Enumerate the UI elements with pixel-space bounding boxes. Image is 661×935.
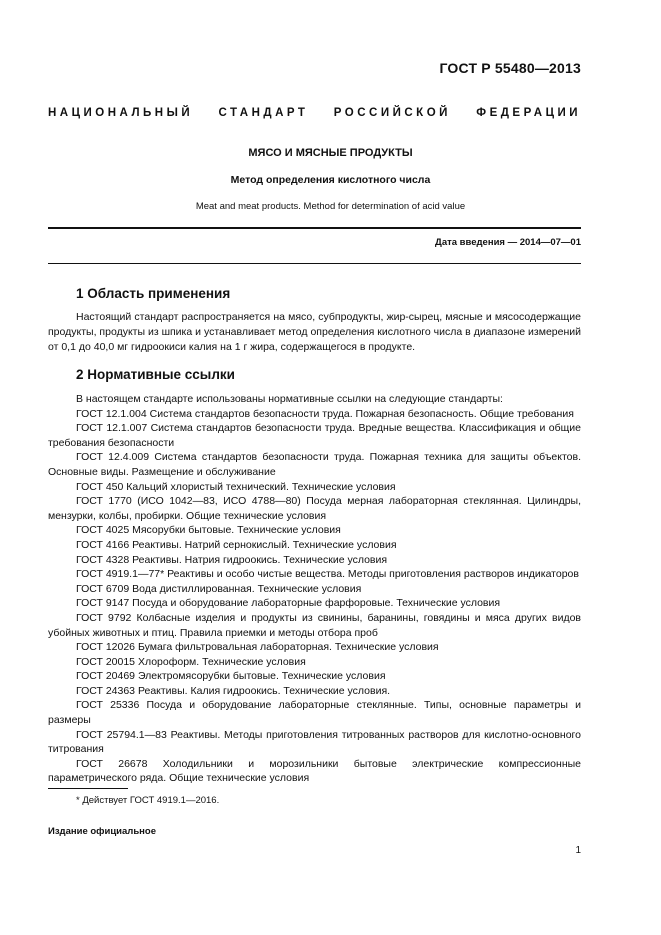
divider-top (48, 227, 581, 229)
references-intro: В настоящем стандарте использованы нормативные ссылки на следующие стандарты: (76, 393, 503, 405)
list-item: ГОСТ 25336 Посуда и оборудование лабораторные стеклянные. Типы, основные параметры и размеры (48, 699, 581, 727)
english-title: Meat and meat products. Method for determination of acid value (195, 201, 466, 212)
list-item: ГОСТ 4919.1—77* Реактивы и особо чистые вещества. Методы приготовления растворов индикаторов (76, 568, 579, 581)
national-standard-banner: НАЦИОНАЛЬНЫЙ СТАНДАРТ РОССИЙСКОЙ ФЕДЕРАЦИИ (48, 107, 581, 119)
footnote: * Действует ГОСТ 4919.1—2016. (76, 795, 220, 806)
list-item: ГОСТ 1770 (ИСО 1042—83, ИСО 4788—80) Посуда мерная лабораторная стеклянная. Цилиндры, мензурки, колбы, пробирки. Общие технические условия (48, 495, 581, 522)
list-item: ГОСТ 4025 Мясорубки бытовые. Технические условия (76, 524, 341, 537)
divider-bottom (48, 263, 581, 264)
section-1-text: Настоящий стандарт распространяется на мясо, субпродукты, жир-сырец, мясные и мясосодержащие продукты, продукты из шпика и устанавливает метод определения кислотного числа в диапазоне измерений от 0,1 до 40,0 мг гидроокиси калия на 1 г жира, содержащегося в продукте. (48, 311, 581, 353)
list-item: ГОСТ 24363 Реактивы. Калия гидроокись. Технические условия. (76, 684, 391, 697)
normative-references-list (48, 392, 581, 786)
section-2-heading: 2 Нормативные ссылки (76, 367, 235, 382)
list-item: ГОСТ 4328 Реактивы. Натрия гидроокись. Технические условия (76, 553, 388, 566)
document-number: ГОСТ Р 55480—2013 (439, 60, 581, 76)
document-subtitle: Метод определения кислотного числа (230, 174, 431, 186)
list-item: ГОСТ 9147 Посуда и оборудование лабораторные фарфоровые. Технические условия (76, 597, 501, 610)
list-item: ГОСТ 20469 Электромясорубки бытовые. Технические условия (76, 670, 386, 683)
list-item: ГОСТ 450 Кальций хлористый технический. Технические условия (76, 480, 396, 493)
page-number: 1 (575, 845, 581, 856)
list-item: ГОСТ 12.4.009 Система стандартов безопасности труда. Пожарная техника для защиты объектов. Основные виды. Размещение и обслуживание (48, 451, 581, 478)
list-item: ГОСТ 26678 Холодильники и морозильники бытовые электрические компрессионные параметрического ряда. Общие технические условия (48, 757, 581, 785)
document-title: МЯСО И МЯСНЫЕ ПРОДУКТЫ (248, 147, 413, 159)
list-item: ГОСТ 25794.1—83 Реактивы. Методы приготовления титрованных растворов для кислотно-основного титрования (48, 728, 581, 756)
list-item: ГОСТ 4166 Реактивы. Натрий сернокислый. Технические условия (76, 538, 397, 551)
official-edition-label: Издание официальное (48, 826, 156, 837)
section-1-heading: 1 Область применения (76, 286, 231, 301)
list-item: ГОСТ 9792 Колбасные изделия и продукты из свинины, баранины, говядины и мяса других видов убойных животных и птиц. Правила приемки и методы отбора проб (48, 611, 581, 639)
list-item: ГОСТ 6709 Вода дистиллированная. Технические условия (76, 582, 362, 595)
list-item: ГОСТ 12.1.004 Система стандартов безопасности труда. Пожарная безопасность. Общие требования (76, 407, 574, 420)
list-item: ГОСТ 12.1.007 Система стандартов безопасности труда. Вредные вещества. Классификация и общие требования безопасности (48, 422, 581, 449)
introduction-date: Дата введения — 2014—07—01 (435, 237, 581, 248)
list-item: ГОСТ 12026 Бумага фильтровальная лабораторная. Технические условия (76, 641, 439, 654)
footnote-separator (48, 788, 128, 789)
section-1-paragraph (48, 310, 581, 355)
list-item: ГОСТ 20015 Хлороформ. Технические условия (76, 655, 306, 668)
